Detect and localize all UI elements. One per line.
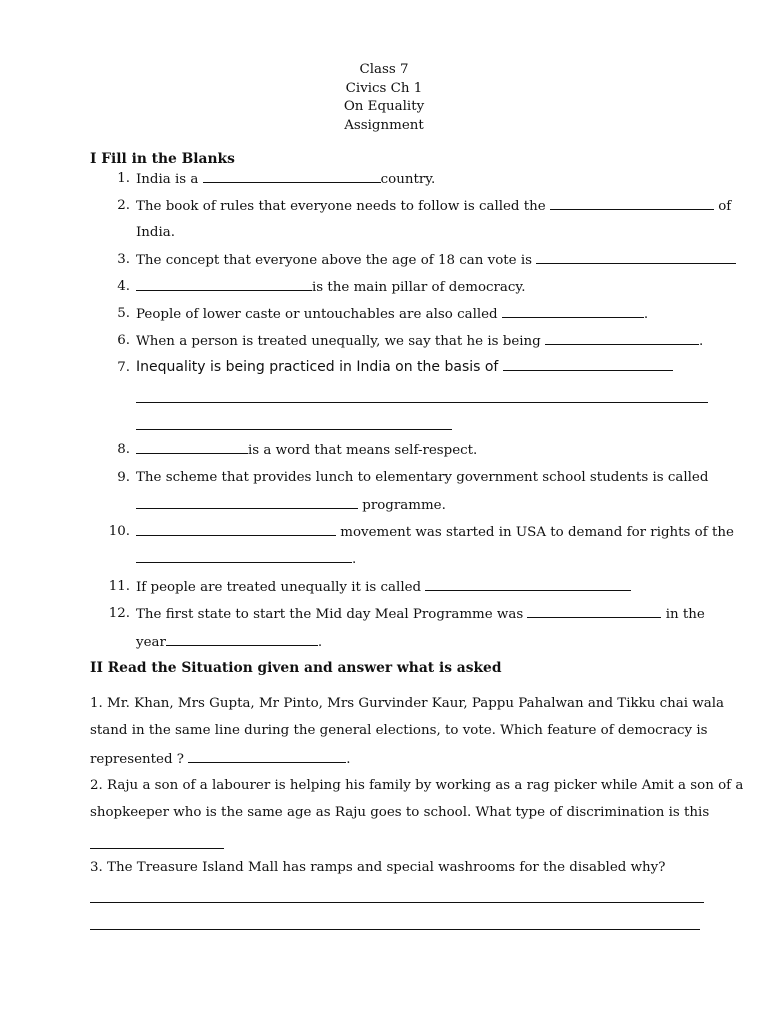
situation-1-line-1: 1. Mr. Khan, Mrs Gupta, Mr Pinto, Mrs Gurvinder Kaur, Pappu Pahalwan and Tikku chai wala: [90, 696, 724, 711]
q2-text: [136, 198, 731, 214]
q11-text: [136, 579, 631, 595]
q7-text-before: Inequality is being practiced in India on the basis of: [136, 359, 499, 375]
q1-text-after: country.: [380, 172, 436, 187]
situation-2-line-1: 2. Raju a son of a labourer is helping his family by working as a rag picker while Amit a son of a: [90, 778, 744, 793]
q7-text: [136, 359, 673, 375]
q10-text-after: movement was started in USA to demand for rights of the: [336, 525, 734, 540]
q6-blank[interactable]: [545, 333, 699, 345]
q4-text: [136, 279, 525, 295]
q12-number: 12.: [108, 606, 130, 621]
q1-number: 1.: [117, 171, 130, 186]
q6-text-before: When a person is treated unequally, we say that he is being: [136, 334, 541, 349]
q10-blank-2[interactable]: [136, 551, 352, 563]
q4-number: 4.: [117, 279, 130, 294]
q11-number: 11.: [108, 579, 130, 594]
chapter-title: On Equality: [343, 99, 425, 114]
q12-continuation: [136, 634, 322, 650]
situation-1-blank[interactable]: [188, 751, 346, 763]
situation-1-line-2: stand in the same line during the general elections, to vote. Which feature of democracy is: [90, 723, 708, 738]
q5-text-after: .: [643, 307, 649, 322]
q12-blank-2[interactable]: [166, 634, 318, 646]
q12-text: [136, 606, 705, 622]
q9-text: The scheme that provides lunch to elementary government school students is called: [136, 470, 709, 485]
situation-3-answer-line-1[interactable]: [90, 902, 704, 903]
q5-text: [136, 306, 648, 322]
q11-blank[interactable]: [425, 579, 631, 591]
q5-text-before: People of lower caste or untouchables are also called: [136, 307, 498, 322]
section-2-title: II Read the Situation given and answer what is asked: [90, 660, 502, 676]
subject-label: Civics Ch 1: [345, 81, 423, 96]
q1-text-before: India is a: [136, 172, 199, 187]
q7-blank[interactable]: [503, 359, 673, 371]
q8-blank[interactable]: [136, 442, 248, 454]
situation-1-end: .: [346, 752, 351, 767]
q1-text: [136, 171, 435, 187]
section-1-title: I Fill in the Blanks: [90, 151, 235, 167]
q4-blank[interactable]: [136, 279, 312, 291]
q9-text-after: programme.: [358, 498, 446, 513]
q6-text: [136, 333, 703, 349]
q10-blank-1[interactable]: [136, 524, 336, 536]
q2-continuation: India.: [136, 225, 176, 240]
q12-cont-label: year: [136, 635, 166, 650]
q2-text-before: The book of rules that everyone needs to follow is called the: [136, 199, 546, 214]
q12-text-before: The first state to start the Mid day Meal Programme was: [136, 607, 524, 622]
q8-text: [136, 442, 477, 458]
q7-answer-line-1[interactable]: [136, 402, 708, 403]
q2-blank[interactable]: [550, 198, 714, 210]
q12-text-end: .: [317, 635, 323, 650]
q9-number: 9.: [117, 470, 130, 485]
q9-blank[interactable]: [136, 497, 358, 509]
q5-number: 5.: [117, 306, 130, 321]
q11-text-before: If people are treated unequally it is called: [136, 580, 422, 595]
q8-text-after: is a word that means self-respect.: [248, 443, 478, 458]
q10-continuation: [136, 551, 356, 567]
q3-number: 3.: [117, 252, 130, 267]
situation-1-line-3: [90, 751, 351, 767]
q4-text-after: is the main pillar of democracy.: [312, 280, 526, 295]
q10-text-end: .: [352, 552, 357, 567]
q3-blank[interactable]: [536, 252, 736, 264]
assignment-label: Assignment: [344, 118, 424, 133]
q7-number: 7.: [117, 360, 130, 375]
q3-text-before: The concept that everyone above the age of 18 can vote is: [136, 253, 532, 268]
class-label: Class 7: [359, 62, 409, 77]
q7-answer-line-2[interactable]: [136, 429, 452, 430]
q6-text-after: .: [699, 334, 704, 349]
situation-2-answer-line[interactable]: [90, 848, 224, 849]
q5-blank[interactable]: [502, 306, 644, 318]
q8-number: 8.: [117, 442, 130, 457]
q9-continuation: [136, 497, 446, 513]
q12-blank-1[interactable]: [527, 606, 661, 618]
q6-number: 6.: [117, 333, 130, 348]
situation-2-line-2: shopkeeper who is the same age as Raju goes to school. What type of discrimination is this: [90, 805, 710, 820]
q10-number: 10.: [108, 524, 130, 539]
situation-3-answer-line-2[interactable]: [90, 929, 700, 930]
q2-text-after: of: [718, 199, 732, 214]
q10-text: [136, 524, 734, 540]
q1-blank[interactable]: [203, 171, 381, 183]
situation-3-line-1: 3. The Treasure Island Mall has ramps and special washrooms for the disabled why?: [90, 860, 666, 875]
q3-text: [136, 252, 736, 268]
situation-1-question: represented ?: [90, 752, 184, 767]
q2-number: 2.: [117, 198, 130, 213]
q12-text-after: in the: [661, 607, 705, 622]
